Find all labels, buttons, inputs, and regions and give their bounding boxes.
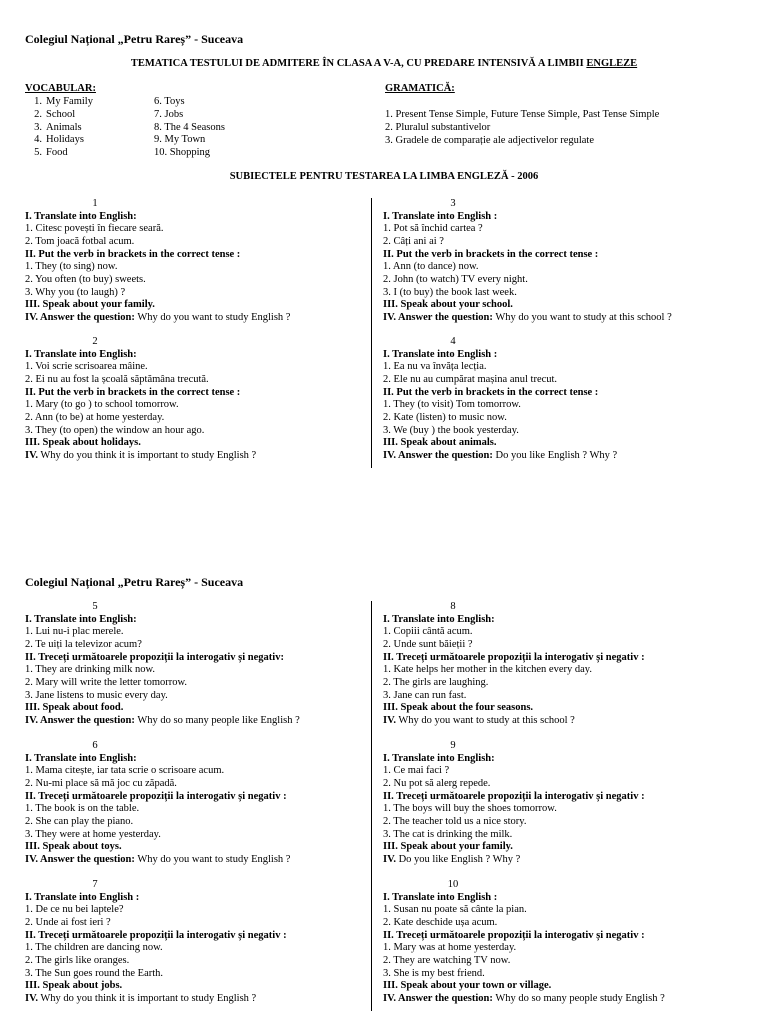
exercise-number: 10 (447, 879, 459, 890)
exercise-number: 7 (92, 879, 98, 890)
exercise-line (383, 626, 733, 639)
exercise-9 (383, 740, 733, 867)
exercise-line (383, 450, 733, 463)
exercise-text: 1. The children are dancing now. (25, 942, 163, 954)
exercise-line (383, 261, 733, 274)
vocab-item: 7. Jobs (154, 108, 184, 120)
exercise-text: 2. Te uiți la televizor acum? (25, 638, 142, 650)
vocab-list-left (25, 96, 93, 160)
exercise-line (25, 841, 375, 854)
exercise-5 (25, 601, 375, 728)
exercise-text: 3. Jane can run fast. (383, 689, 467, 701)
exercise-text: 2. John (to watch) TV every night. (383, 273, 528, 285)
vocab-item-number: 4. (34, 134, 42, 146)
exercise-text: 2. They are watching TV now. (383, 954, 511, 966)
exercise-text: 1. Ann (to dance) now. (383, 261, 479, 273)
exercise-text: 3. Why you (to laugh) ? (25, 286, 126, 298)
exercise-line (25, 968, 375, 981)
exercise-line (383, 639, 733, 652)
exercise-text: Do you like English ? Why ? (492, 449, 618, 461)
exercise-heading: II. Treceți următoarele propoziții la interogativ și negativ : (383, 790, 645, 802)
exercise-heading: III. Speak about food. (25, 702, 124, 714)
exercise-line (25, 816, 375, 829)
exercise-text: 2. The girls like oranges. (25, 954, 130, 966)
exercise-text: 1. The boys will buy the shoes tomorrow. (383, 803, 557, 815)
exercise-line (25, 261, 375, 274)
exercise-heading: II. Put the verb in brackets in the correct tense : (25, 386, 241, 398)
grammar-item: 1. Present Tense Simple, Future Tense Simple, Past Tense Simple (385, 109, 660, 120)
exercise-line (383, 980, 733, 993)
exercise-line (25, 287, 375, 300)
exercise-heading: III. Speak about holidays. (25, 437, 141, 449)
exercise-text: 2. The girls are laughing. (383, 676, 489, 688)
exercise-line (383, 437, 733, 450)
exercise-text: 2. Nu-mi place să mă joc cu zăpadă. (25, 777, 177, 789)
exercise-line (25, 702, 375, 715)
exercise-text: 1. They are drinking milk now. (25, 664, 156, 676)
exercise-text: 1. Ce mai faci ? (383, 765, 450, 777)
exercise-line (383, 223, 733, 236)
exercise-line (383, 287, 733, 300)
exercise-heading: II. Treceți următoarele propoziții la interogativ și negativ : (25, 790, 287, 802)
exercise-text: Why do you think it is important to study English ? (37, 992, 257, 1004)
exercise-line (25, 349, 375, 362)
exercise-text: 2. Ei nu au fost la școală săptămâna trecută. (25, 373, 209, 385)
exercise-text: 1. Pot să închid cartea ? (383, 223, 483, 235)
exercise-line (25, 211, 375, 224)
exercise-line (25, 361, 375, 374)
exercise-line (383, 955, 733, 968)
exercise-number: 5 (92, 601, 98, 612)
exercise-text: 1. They (to visit) Tom tomorrow. (383, 399, 521, 411)
vocab-item (25, 109, 93, 122)
exercise-text: 1. Lui nu-i plac merele. (25, 626, 124, 638)
exercise-text: Why do so many people study English ? (492, 992, 665, 1004)
exercise-line (25, 791, 375, 804)
exercise-line (383, 652, 733, 665)
exercise-heading: I. Translate into English : (383, 210, 498, 222)
exercise-heading: II. Treceți următoarele propoziții la interogativ și negativ : (25, 929, 287, 941)
exercise-line (383, 917, 733, 930)
exercise-line (383, 993, 733, 1006)
exercise-line (383, 854, 733, 867)
exercise-text: 1. Mary (to go ) to school tomorrow. (25, 399, 179, 411)
exercise-heading: III. Speak about your town or village. (383, 980, 552, 992)
vocab-item-label: Holidays (46, 134, 84, 146)
exercise-line (383, 249, 733, 262)
exercise-number: 8 (450, 601, 456, 612)
exercise-number: 2 (92, 336, 98, 347)
exercise-text: 1. The book is on the table. (25, 803, 140, 815)
exercise-line (25, 652, 375, 665)
exercise-line (25, 312, 375, 325)
exercise-heading: III. Speak about your family. (25, 299, 155, 311)
exercise-text: 1. Voi scrie scrisoarea mâine. (25, 361, 148, 373)
exercise-10 (383, 879, 733, 1006)
exercise-line (25, 664, 375, 677)
exercise-line (383, 425, 733, 438)
exercise-heading: IV. (25, 992, 38, 1004)
exercise-line (25, 639, 375, 652)
exercise-text: 3. The cat is drinking the milk. (383, 828, 513, 840)
exercise-text: 2. Kate deschide ușa acum. (383, 916, 498, 928)
exercise-line (383, 791, 733, 804)
exercise-text: 2. Ann (to be) at home yesterday. (25, 411, 165, 423)
exercise-text: 3. They (to open) the window an hour ago. (25, 424, 205, 436)
exercise-text: 2. Unde ai fost ieri ? (25, 916, 111, 928)
exercise-text: 2. She can play the piano. (25, 815, 134, 827)
exercise-line (25, 854, 375, 867)
exercise-text: Why do you want to study at this school ? (395, 714, 575, 726)
exercise-8 (383, 601, 733, 728)
exercise-line (383, 702, 733, 715)
exercise-heading: III. Speak about your school. (383, 299, 513, 311)
exercise-line (25, 677, 375, 690)
exercise-line (383, 930, 733, 943)
exercise-line (383, 387, 733, 400)
exercise-line (383, 816, 733, 829)
exercise-line (25, 715, 375, 728)
exercise-text: 3. We (buy ) the book yesterday. (383, 424, 519, 436)
vocab-item: 6. Toys (154, 96, 185, 107)
exercise-text: 1. Copiii cântă acum. (383, 626, 473, 638)
exercise-line (25, 236, 375, 249)
exercise-heading: III. Speak about the four seasons. (383, 702, 534, 714)
exercise-line (25, 690, 375, 703)
exercise-text: Do you like English ? Why ? (395, 853, 521, 865)
exercise-text: 3. Jane listens to music every day. (25, 689, 168, 701)
exercise-4 (383, 336, 733, 463)
exercise-text: 3. They were at home yesterday. (25, 828, 161, 840)
vocab-item-number: 5. (34, 147, 42, 159)
exercise-line (25, 753, 375, 766)
exercise-text: Why do you want to study at this school ? (492, 311, 672, 323)
exercise-line (25, 917, 375, 930)
exercise-line (383, 614, 733, 627)
exercise-line (25, 778, 375, 791)
exercise-line (25, 249, 375, 262)
exercise-number: 6 (92, 740, 98, 751)
exercise-line (25, 765, 375, 778)
vocab-header: VOCABULAR: (25, 83, 96, 94)
exercise-heading: III. Speak about toys. (25, 841, 122, 853)
exercise-number: 3 (450, 198, 456, 209)
exercise-line (383, 349, 733, 362)
exercise-line (383, 968, 733, 981)
exercise-text: 1. Mama citește, iar tata scrie o scrisoare acum. (25, 765, 225, 777)
exercise-text: 2. Câți ani ai ? (383, 235, 444, 247)
exercise-line (25, 437, 375, 450)
exercise-line (383, 892, 733, 905)
main-title (0, 58, 768, 69)
exercise-line (383, 211, 733, 224)
exercise-line (383, 299, 733, 312)
school-name: Colegiul Național „Petru Rareș” - Suceava (25, 32, 244, 46)
exercise-heading: I. Translate into English: (25, 752, 137, 764)
exercise-line (25, 955, 375, 968)
exercise-heading: I. Translate into English: (25, 348, 137, 360)
vocab-item (25, 96, 93, 109)
exercise-heading: II. Treceți următoarele propoziții la interogativ și negativ : (383, 929, 645, 941)
exercise-text: 1. Mary was at home yesterday. (383, 942, 517, 954)
exercise-text: Why do you want to study English ? (134, 311, 291, 323)
exercise-line (383, 399, 733, 412)
exercise-line (25, 412, 375, 425)
exercise-text: 2. Mary will write the letter tomorrow. (25, 676, 188, 688)
exercise-text: 3. She is my best friend. (383, 967, 485, 979)
exercise-heading: I. Translate into English : (383, 348, 498, 360)
exercise-heading: II. Put the verb in brackets in the correct tense : (383, 386, 599, 398)
exercise-text: 1. They (to sing) now. (25, 261, 118, 273)
exercise-heading: IV. (383, 853, 396, 865)
exercise-text: 2. Tom joacă fotbal acum. (25, 235, 135, 247)
vocab-item-label: Animals (46, 121, 82, 133)
exercise-line (383, 942, 733, 955)
exercise-text: 2. Nu pot să alerg repede. (383, 777, 491, 789)
subjects-title: SUBIECTELE PENTRU TESTAREA LA LIMBA ENGLEZĂ - 2006 (229, 171, 539, 182)
main-title-underlined: ENGLEZE (586, 58, 638, 69)
exercise-heading: IV. Answer the question: (383, 449, 493, 461)
exercise-heading: III. Speak about your family. (383, 841, 513, 853)
vocab-item: 9. My Town (154, 134, 206, 146)
exercise-heading: III. Speak about animals. (383, 437, 497, 449)
exercise-line (383, 274, 733, 287)
exercise-heading: I. Translate into English : (383, 891, 498, 903)
exercise-line (383, 664, 733, 677)
exercise-heading: I. Translate into English: (25, 613, 137, 625)
exercise-line (25, 930, 375, 943)
vocab-item (25, 122, 93, 135)
exercise-text: Why do so many people like English ? (134, 714, 300, 726)
vocab-item-label: Food (46, 147, 68, 159)
vocab-item-number: 2. (34, 108, 42, 120)
vocab-item: 10. Shopping (154, 147, 211, 159)
exercise-line (25, 829, 375, 842)
exercise-line (25, 450, 375, 463)
exercise-text: Why do you think it is important to study English ? (37, 449, 257, 461)
exercise-line (383, 236, 733, 249)
exercise-heading: IV. (25, 449, 38, 461)
vocab-item-number: 1. (34, 96, 42, 107)
exercise-line (383, 841, 733, 854)
exercise-line (383, 803, 733, 816)
exercise-text: 1. Ea nu va învăța lecția. (383, 361, 487, 373)
exercise-line (383, 374, 733, 387)
exercise-text: 2. Ele nu au cumpărat mașina anul trecut. (383, 373, 558, 385)
main-title-text: TEMATICA TESTULUI DE ADMITERE ÎN CLASA A V-A, CU PREDARE INTENSIVĂ A LIMBII (130, 58, 587, 69)
exercise-line (383, 753, 733, 766)
exercise-heading: IV. (383, 714, 396, 726)
school-name-2: Colegiul Național „Petru Rareș” - Suceava (25, 575, 244, 589)
exercise-text: 1. Kate helps her mother in the kitchen every day. (383, 664, 592, 676)
exercise-6 (25, 740, 375, 867)
exercise-number: 1 (92, 198, 98, 209)
exercise-text: 1. De ce nu bei laptele? (25, 904, 124, 916)
exercise-line (383, 904, 733, 917)
exercise-text: 2. The teacher told us a nice story. (383, 815, 527, 827)
exercise-text: 1. Susan nu poate să cânte la pian. (383, 904, 527, 916)
exercise-line (25, 425, 375, 438)
exercise-1 (25, 198, 375, 325)
exercise-heading: IV. Answer the question: (383, 992, 493, 1004)
exercise-line (25, 274, 375, 287)
grammar-list (385, 109, 659, 147)
exercise-line (383, 778, 733, 791)
exercise-line (383, 690, 733, 703)
vocab-list-right (154, 96, 225, 160)
exercise-line (25, 223, 375, 236)
exercise-line (25, 299, 375, 312)
exercise-line (25, 942, 375, 955)
exercise-text: 2. You often (to buy) sweets. (25, 273, 146, 285)
exercise-heading: I. Translate into English : (25, 891, 140, 903)
exercise-heading: IV. Answer the question: (383, 311, 493, 323)
exercise-heading: IV. Answer the question: (25, 714, 135, 726)
exercise-heading: II. Treceți următoarele propoziții la interogativ și negativ : (383, 651, 645, 663)
exercise-line (25, 993, 375, 1006)
exercise-line (25, 626, 375, 639)
exercise-line (25, 387, 375, 400)
exercise-text: 3. I (to buy) the book last week. (383, 286, 517, 298)
exercise-heading: III. Speak about jobs. (25, 980, 123, 992)
exercise-line (25, 980, 375, 993)
exercise-line (383, 312, 733, 325)
exercise-number: 9 (450, 740, 456, 751)
exercise-line (25, 374, 375, 387)
vocab-item (25, 134, 93, 147)
exercise-line (383, 765, 733, 778)
exercise-line (25, 904, 375, 917)
vocab-item: 8. The 4 Seasons (154, 121, 225, 133)
exercise-2 (25, 336, 375, 463)
grammar-header: GRAMATICĂ: (385, 83, 455, 94)
exercise-heading: I. Translate into English: (383, 752, 495, 764)
vocab-item-label: My Family (46, 96, 93, 107)
grammar-item: 2. Pluralul substantivelor (385, 121, 491, 133)
exercise-heading: II. Put the verb in brackets in the correct tense : (383, 248, 599, 260)
exercise-3 (383, 198, 733, 325)
exercise-line (383, 829, 733, 842)
vocab-item-number: 3. (34, 121, 42, 133)
exercise-heading: II. Put the verb in brackets in the correct tense : (25, 248, 241, 260)
exercise-text: 2. Unde sunt băieții ? (383, 638, 473, 650)
exercise-number: 4 (450, 336, 456, 347)
exercise-line (25, 892, 375, 905)
exercise-text: 3. The Sun goes round the Earth. (25, 967, 164, 979)
exercise-heading: II. Treceți următoarele propoziții la interogativ și negativ: (25, 651, 284, 663)
exercise-line (25, 614, 375, 627)
vocab-item-label: School (46, 108, 76, 120)
exercise-heading: IV. Answer the question: (25, 311, 135, 323)
exercise-line (383, 361, 733, 374)
exercise-line (383, 715, 733, 728)
grammar-item: 3. Gradele de comparație ale adjectivelor regulate (385, 134, 595, 146)
exercise-line (383, 677, 733, 690)
exercise-7 (25, 879, 375, 1006)
exercise-line (25, 803, 375, 816)
exercise-text: Why do you want to study English ? (134, 853, 291, 865)
exercise-text: 1. Citesc povești în fiecare seară. (25, 223, 164, 235)
exercise-line (383, 412, 733, 425)
exercise-text: 2. Kate (listen) to music now. (383, 411, 507, 423)
exercise-heading: I. Translate into English: (25, 210, 137, 222)
exercise-line (25, 399, 375, 412)
exercise-heading: I. Translate into English: (383, 613, 495, 625)
exercise-heading: IV. Answer the question: (25, 853, 135, 865)
vocab-item (25, 147, 93, 160)
